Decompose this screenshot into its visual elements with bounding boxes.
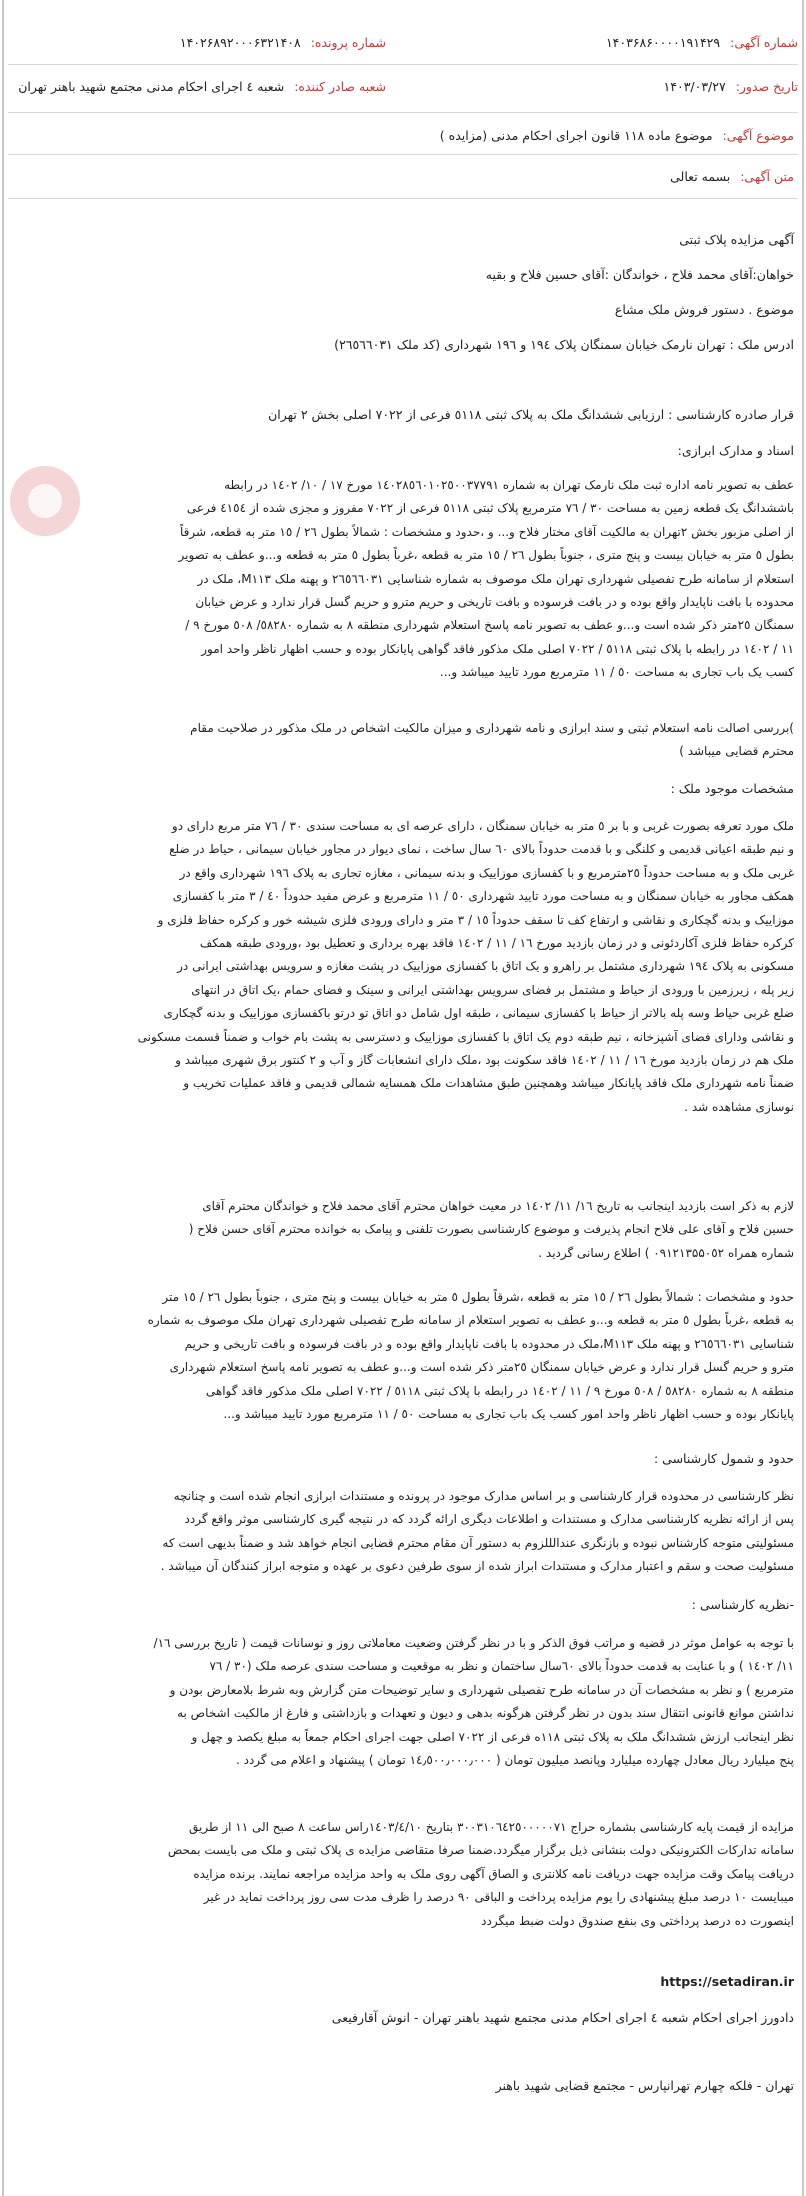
divider bbox=[8, 154, 798, 155]
text-line: موزاییک و بدنه گچکاری و نقاشی و ارتفاع کف تا سقف حدوداً ۱٥ / ۳ متر و دارای ورودی فلزی شیشه خور و کرکره حفاظ فلزی و bbox=[157, 912, 794, 927]
issue-date-label: تاریخ صدور: bbox=[735, 78, 798, 94]
text-line: سامانه تدارکات الکترونیکی دولت بنشانی ذیل برگزار میگردد.ضمنا صرفا متقاضی مزایده ی پلاک ثبتی و ملک می بایست بمحض bbox=[167, 1843, 794, 1858]
text-line: مسئولیت صحت و سقم و اعتبار مدارک و مستندات ابراز شده از سوی طرفین دعوی بر عهده و متوجه ابراز کنندگان آن میباشد . bbox=[160, 1559, 794, 1574]
case-number-field bbox=[180, 22, 386, 62]
text-line: سمنگان ۲٥متر ذکر شده است و...و عطف به تصویر نامه پاسخ استعلام شهرداری منطقه ۸ به شماره ٥٨٢٨٠/ ٥٠٨ مورخ ۹ / bbox=[185, 618, 794, 633]
text-line: دریافت پیامک وقت مزایده جهت دریافت نامه کلانتری و الصاق آگهی روی ملک به واحد مزایده مراجعه نمایند. برنده مزایده bbox=[193, 1866, 794, 1881]
opinion-paragraph bbox=[18, 1632, 794, 1772]
text-line: محدوده با بافت ناپایدار واقع بوده و در بافت فرسوده و بافت تاریخی و حریم مترو و حریم گسل قرار ندارد و عرض خیابان bbox=[195, 595, 794, 610]
footer-address: تهران - فلکه چهارم تهرانپارس - مجتمع قضایی شهید باهنر bbox=[495, 2078, 794, 2093]
text-line: شناسایی ۲٦٥٦٦٠٣١ و پهنه ملک M۱۱۳،ملک در محدوده با بافت ناپایدار واقع بوده و در بافت فرسوده و بافت تاریخی و حریم bbox=[184, 1336, 794, 1351]
text-line: کسب یک باب تجاری به مساحت ٥٠ / ۱۱ مترمربع مورد تایید میباشد و... bbox=[439, 665, 794, 680]
text-line: کرکره حفاظ فلزی آکاردئونی و در زمان بازدید مورخ ۱٦ / ۱۱ / ۱٤٠٢ فاقد بهره برداری و تعطیل بود ،ورودی طبقه همکف bbox=[199, 936, 794, 951]
issuing-branch-value: شعبه ٤ اجرای احکام مدنی مجتمع شهید باهنر تهران bbox=[18, 78, 285, 94]
text-line: و نقاشی ودارای فضای آشپزخانه ، نیم طبقه دوم یک اتاق با کفسازی موزاییک و دسترسی به پشت بام خواب و ضمناً قسمت مسکونی bbox=[137, 1029, 794, 1044]
scope-heading: حدود و شمول کارشناسی : bbox=[653, 1451, 794, 1466]
meta-row-date-branch bbox=[0, 66, 806, 106]
issue-date-field bbox=[664, 66, 798, 106]
text-line: حدود و مشخصات : شمالاً بطول ۲٦ / ۱٥ متر به قطعه ،شرقاً بطول ٥ متر به خیابان بیست و پنج متری ، جنوباً بطول ۲٦ / ۱٥ متر bbox=[162, 1290, 794, 1304]
case-number-label: شماره پرونده: bbox=[310, 34, 386, 50]
text-line: بطول ٥ متر به خیابان بیست و پنج متری ، جنوباً بطول ۲٦ / ۱٥ متر به قطعه ،غرباً بطول ٥ متر به قطعه و...و عطف به تصویر bbox=[178, 548, 794, 563]
visit-paragraph bbox=[18, 1195, 794, 1265]
text-line: لازم به ذکر است بازدید اینجانب به تاریخ ۱٦/ ۱۱/ ۱٤٠٢ در معیت خواهان محترم آقای محمد فلاح و خواندگان محترم آقای bbox=[202, 1199, 794, 1213]
expert-decision: قرار صادره کارشناسی : ارزیابی ششدانگ ملک به پلاک ثبتی ٥١١٨ فرعی از ۷۰۲۲ اصلی بخش ۲ تهران bbox=[268, 407, 794, 422]
text-intro: بسمه تعالی bbox=[670, 168, 731, 184]
subject-label: موضوع آگهی: bbox=[722, 127, 794, 143]
meta-row-numbers bbox=[0, 22, 806, 62]
ad-number-value: ۱۴۰۳۶۸۶۰۰۰۰۱۹۱۴۲۹ bbox=[605, 34, 721, 50]
text-line: غربی ملک و به مساحت حدوداً ۲٥مترمربع و با کفسازی موزاییک و بدنه سیمانی ، مغازه تجاری به پلاک ۱۹٦ شهرداری واقع در bbox=[179, 865, 794, 880]
text-line: پایانکار بوده و حسب اظهار ناظر واحد امور کسب یک باب تجاری به مساحت ٥٠ / ۱۱ مترمربع مورد تایید میباشد و... bbox=[223, 1407, 794, 1422]
text-line: ملک هم در زمان بازدید مورخ ۱٦ / ۱۱ / ۱٤٠٢ فاقد سکونت بود ،ملک دارای انشعابات گاز و آب و ۲ کنتور برق شهری میباشد و bbox=[175, 1053, 794, 1068]
text-line: ضلع غربی حیاط وسه پله بالاتر از حیاط با کفسازی سیمانی ، طبقه اول شامل دو اتاق تو درتو باکفسازی موزاییک و بدنه گچکاری bbox=[163, 1006, 794, 1021]
bounds-paragraph bbox=[18, 1286, 794, 1426]
subject-value: موضوع ماده ۱۱۸ قانون اجرای احکام مدنی (مزایده ) bbox=[439, 127, 713, 143]
setad-link-line bbox=[18, 1971, 794, 1993]
text-line: ملک مورد تعرفه بصورت غربی و با بر ٥ متر به خیابان سمنگان ، دارای عرصه ای به مساحت سندی ۳۰ / ۷٦ متر مربع دارای دو bbox=[171, 819, 794, 833]
text-line: پنج میلیارد ریال معادل چهارده میلیارد وپانصد میلیون تومان ( ۱٤٫٥٠٠٫٠٠٠٫٠٠٠ تومان ) پیشنهاد و اعلام می گردد . bbox=[235, 1753, 794, 1768]
text-line: استعلام از سامانه طرح تفصیلی شهرداری تهران ملک موصوف به شماره شناسایی ۲٦٥٦٦٠٣١ و پهنه ملک M۱۱۳، ملک در bbox=[197, 571, 794, 586]
text-line: مزایده از قیمت پایه کارشناسی بشماره حراج ۳٠٠٣١٠٦٤٢٥٠٠٠٠٠٧١ بتاریخ ۱٤٠٣/٤/۱٠راس ساعت ۸ صبح الی ۱۱ از طریق bbox=[189, 1820, 794, 1834]
signature-line: دادورز اجرای احکام شعبه ٤ اجرای احکام مدنی مجتمع شهید باهنر تهران - انوش آقارفیعی bbox=[331, 2010, 794, 2025]
text-line: عطف به تصویر نامه اداره ثبت ملک نارمک تهران به شماره ۱٤٠٢٨٥٦٠١٠٢٥٠٠٣٧٧٩١ مورخ ۱۷ / ۱۰/ ۱٤٠٢ در رابطه bbox=[224, 478, 794, 492]
subject-field bbox=[12, 115, 794, 155]
text-line: ۱۱/ ۱٤٠٢ ) و با عنایت به قدمت حدوداً بالای ٦٠سال ساختمان و نظر به موقعیت و مساحت سندی عرصه ملک (۳۰ / ۷٦ bbox=[209, 1659, 794, 1674]
divider bbox=[8, 112, 798, 113]
text-line: و نیم طبقه اعیانی قدیمی و کلنگی و با قدمت حدوداً بالای ٦٠ سال ساخت ، نمای دیوار در مجاور خیابان سیمانی ، حیاط در ضلع bbox=[169, 842, 794, 857]
case-number-value: ۱۴۰۲۶۸۹۲۰۰۰۶۳۲۱۴۰۸ bbox=[179, 34, 301, 50]
text-line: با توجه به عوامل موثر در قضیه و مراتب فوق الذکر و با در نظر گرفتن وضعیت معاملاتی روز و نوسانات قیمت ( تاریخ بررسی ۱٦/ bbox=[153, 1636, 794, 1650]
text-line: باششدانگ یک قطعه زمین به مساحت ۳۰ / ۷٦ مترمربع پلاک ثبتی ٥١١٨ فرعی از ۷۰۲۲ مفروز و مجزی شده از ٤١٥٤ فرعی bbox=[186, 501, 794, 516]
text-line: مسکونی به پلاک ۱۹٤ شهرداری مشتمل بر راهرو و یک اتاق با کفسازی موزاییک در پشت مغازه و سرویس بهداشتی ایرانی در bbox=[177, 959, 794, 974]
text-field bbox=[12, 156, 794, 196]
text-line: ۱۱ / ۱٤٠٢ در رابطه با پلاک ثبتی ٥١١٨ / ۷۰۲۲ اصلی ملک مذکور فاقد گواهی پایانکار بوده و حسب اظهار ناظر واحد امور bbox=[201, 641, 794, 656]
auction-paragraph bbox=[18, 1816, 794, 1933]
ad-number-label: شماره آگهی: bbox=[730, 34, 798, 50]
text-line: میبایست ۱٠ درصد مبلغ پیشنهادی را یوم مزایده پرداخت و الباقی ۹٠ درصد را ظرف مدت سی روز پرداخت نماید در غیر bbox=[203, 1890, 794, 1905]
features-paragraph bbox=[18, 815, 794, 1119]
issuing-branch-field bbox=[18, 66, 386, 106]
divider bbox=[8, 198, 798, 199]
text-line: محترم قضایی میباشد ) bbox=[679, 744, 794, 759]
text-line: ضمناً نامه شهرداری ملک فاقد پایانکار میباشد وهمچنین طبق مشاهدات ملک همسایه شمالی قدیمی و فاقد عملیات تخریب و bbox=[183, 1076, 794, 1091]
text-line: مسئولیتی متوجه کارشناس نبوده و بازنگری عندالللزوم به دستور آن مقام محترم قضایی انجام خواهد شد و ضمناً بدیهی است که bbox=[162, 1535, 794, 1550]
page-border-left bbox=[2, 0, 4, 2196]
text-line: نداشتن موانع قانونی انتقال سند بدون در نظر گرفتن هرگونه بدهی و دیون و تعهدات و بازداشتی و فارغ از مالکیت اشخاص به bbox=[177, 1706, 794, 1721]
documents-paragraph bbox=[18, 474, 794, 685]
text-line: حسین فلاح و آقای علی فلاح انجام پذیرفت و موضوع کارشناسی بصورت تلفنی و پیامک به خوانده محترم آقای حسن فلاح ( bbox=[188, 1222, 794, 1237]
page-border-right bbox=[802, 0, 804, 2196]
ad-number-field bbox=[606, 22, 798, 62]
text-line: همکف مجاور به خیابان سمنگان و به مساحت مورد تایید شهرداری ٥٠ / ۱۱ مترمربع و عرض مفید حدوداً ٤٠ / ۳ متر با کفسازی bbox=[172, 889, 794, 904]
setad-link[interactable]: https://setadiran.ir bbox=[660, 1974, 794, 1989]
documents-heading: اسناد و مدارک ابرازی: bbox=[677, 443, 794, 458]
notice-title: آگهی مزایده پلاک ثبتی bbox=[679, 232, 794, 247]
issuing-branch-label: شعبه صادر کننده: bbox=[294, 78, 386, 94]
parties-line: خواهان:آقای محمد فلاح ، خواندگان :آقای حسین فلاح و بقیه bbox=[485, 267, 794, 282]
text-line: مترمربع ) و نظر به مشخصات آن در سامانه طرح تفصیلی شهرداری و سایر توضیحات متن گزارش وبه شرط بلامعارض بودن و bbox=[169, 1682, 794, 1697]
issue-date-value: ۱۴۰۳/۰۳/۲۷ bbox=[663, 78, 726, 94]
text-line: مترو و حریم گسل قرار ندارد و عرض خیابان سمنگان ۲٥متر ذکر شده است و...و عطف به تصویر نامه پاسخ استعلام شهرداری bbox=[169, 1360, 794, 1375]
text-label: متن آگهی: bbox=[740, 168, 794, 184]
text-line: زیر پله ، زیرزمین با ورودی از حیاط و مشتمل بر فضای سرویس بهداشتی ایرانی و سینک و فضای حمام ،یک اتاق در انتهای bbox=[191, 982, 794, 997]
property-address: ادرس ملک : تهران نارمک خیابان سمنگان پلاک ۱۹٤ و ۱۹٦ شهرداری (کد ملک ۲٦٥٦٦٠٣١) bbox=[334, 337, 794, 352]
verification-note bbox=[18, 717, 794, 764]
text-line: پس از ارائه نظریه کارشناسی مدارک و مستندات و اطلاعات دیگری ارائه گردد که در نتیجه گیری کارشناسی موثر واقع گردد bbox=[184, 1512, 794, 1527]
text-line: منطقه ۸ به شماره ٥٨٢٨٠ / ٥٠٨ مورخ ۹ / ۱۱ / ۱٤٠٢ در رابطه با پلاک ثبتی ٥١١٨ / ۷۰۲۲ اصلی ملک مذکور فاقد گواهی bbox=[205, 1383, 794, 1398]
text-line: نوسازی مشاهده شد . bbox=[684, 1099, 794, 1114]
text-line: نظر اینجانب ارزش ششدانگ ملک به پلاک ثبتی ۱۱۸ه فرعی از ۷۰۲۲ اصلی جهت اجرای احکام جمعاً به مبلغ یکصد و چهل و bbox=[191, 1729, 794, 1744]
text-line: از اصلی مزبور بخش ۲تهران به مالکیت آقای مختار فلاح و... و ،حدود و مشخصات : شمالاً بطول ۲٦ / ۱٥ متر به قطعه، شرقاً bbox=[179, 524, 794, 539]
scope-paragraph bbox=[18, 1485, 794, 1579]
topic-line: موضوع . دستور فروش ملک مشاع bbox=[614, 302, 794, 317]
text-line: نظر کارشناسی در محدوده قرار کارشناسی و بر اساس مدارک موجود در پرونده و مستندات ابرازی انجام شده است و چنانچه bbox=[173, 1489, 794, 1503]
opinion-heading: -نظریه کارشناسی : bbox=[691, 1597, 794, 1612]
text-line: شماره همراه ۰۹۱۲۱۳۵۵۰٥۲ ) اطلاع رسانی گردید . bbox=[538, 1245, 794, 1260]
text-line: به قطعه ،غرباً بطول ٥ متر به قطعه و...و عطف به تصویر استعلام از سامانه طرح تفصیلی شهرداری تهران ملک موصوف به شماره bbox=[147, 1313, 794, 1328]
divider bbox=[8, 64, 798, 65]
features-heading: مشخصات موجود ملک : bbox=[670, 781, 794, 796]
text-line: اینصورت ده درصد پرداختی وی بنفع صندوق دولت ضبط میگردد bbox=[481, 1913, 794, 1928]
text-line: )بررسی اصالت نامه استعلام ثبتی و سند ابرازی و نامه شهرداری و میزان مالکیت اشخاص در ملک مذکور در صلاحیت مقام bbox=[190, 721, 794, 735]
